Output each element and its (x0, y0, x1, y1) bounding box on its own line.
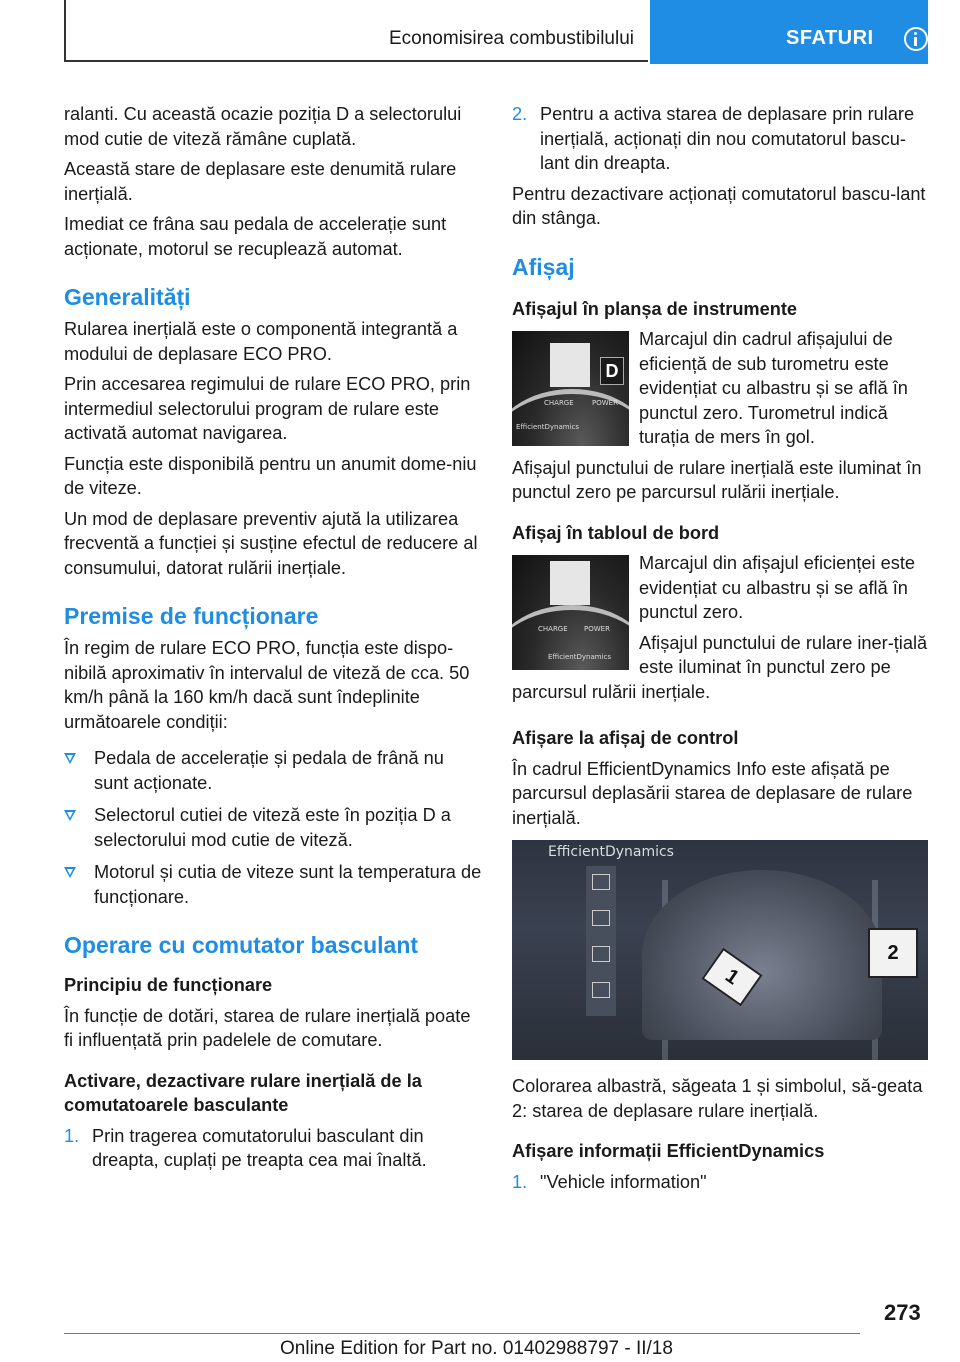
screen-title: EfficientDynamics (548, 844, 674, 860)
paragraph: În cadrul EfficientDynamics Info este afișată pe parcursul deplasării starea de deplasare de rulare inerțială. (512, 758, 913, 828)
charge-label: CHARGE (544, 399, 574, 407)
numbered-step (64, 1124, 482, 1173)
header-title-box (64, 0, 648, 62)
triangle-bullet-icon (64, 810, 76, 821)
bullet-item (64, 803, 482, 852)
subheading-info: Afișare informații EfficientDynamics (512, 1141, 825, 1161)
callout-2: 2 (868, 928, 918, 978)
bullet-text: Selectorul cutiei de viteză este în poziția D a selectorului mod cutie de viteză. (94, 805, 451, 850)
paragraph: Colorarea albastră, săgeata 1 și simbolul, să-geata 2: starea de deplasare rulare inerțială. (512, 1076, 923, 1121)
step-text: "Vehicle information" (540, 1171, 707, 1192)
paragraph: În regim de rulare ECO PRO, funcția este dispo-nibilă aproximativ în intervalul de viteză de cca. 50 km/h până la 160 km/h dacă sunt îndeplinite următoarele condiții: (64, 638, 470, 732)
paragraph: ralanti. Cu această ocazie poziția D a selectorului mod cutie de viteză rămâne cuplată. (64, 104, 462, 149)
car-image (642, 870, 882, 1040)
section-tag (650, 0, 928, 64)
brand-label: EfficientDynamics (548, 653, 611, 661)
charge-label: CHARGE (538, 625, 568, 633)
triangle-bullet-icon (64, 753, 76, 764)
step-number: 1. (64, 1125, 80, 1146)
efficientdynamics-screen (512, 840, 928, 1060)
section-heading-afisaj: Afișaj (512, 253, 575, 280)
footer-edition: Online Edition for Part no. 01402988797 - II/18 (280, 1338, 673, 1359)
paragraph: Marcajul din cadrul afișajului de eficiență de sub turometru este evidențiat cu albastru și se află în punctul zero. Turometrul indică turația de mers în gol. (639, 329, 908, 447)
subheading-tablou: Afișaj în tabloul de bord (512, 522, 720, 543)
dashboard-image (512, 555, 629, 670)
subheading-control: Afișare la afișaj de control (512, 728, 739, 748)
paragraph: Prin accesarea regimului de rulare ECO PRO, prin intermediul selectorului program de rulare este activată automat navigarea. (64, 374, 471, 443)
paragraph: În funcție de dotări, starea de rulare inerțială poate fi influențată prin padelele de comutare. (64, 1005, 471, 1050)
triangle-bullet-icon (64, 867, 76, 878)
paragraph: Afișajul punctului de rulare iner-țială este iluminat în punctul zero pe parcursul rulării inerțiale. (512, 632, 928, 702)
tool-icon (592, 910, 610, 926)
info-icon (904, 27, 928, 51)
step-text: Prin tragerea comutatorului basculant din dreapta, cuplați pe treapta cea mai înaltă. (92, 1125, 427, 1170)
subheading-plansa: Afișajul în planșa de instrumente (512, 298, 797, 319)
subheading-principiu: Principiu de funcționare (64, 975, 273, 995)
paragraph: Pentru dezactivare acționați comutatorul bascu-lant din stânga. (512, 183, 926, 228)
instrument-panel-image (512, 331, 629, 446)
paragraph: Un mod de deplasare preventiv ajută la utilizarea frecventă a funcției și susține efectul de reducere al consumului, datorat rulării inerțiale. (64, 508, 478, 578)
power-label: POWER (592, 399, 618, 407)
paragraph: Imediat ce frâna sau pedala de accelerație sunt acționate, motorul se recuplează automat. (64, 214, 447, 259)
paragraph: Funcția este disponibilă pentru un anumit dome-niu de viteze. (64, 453, 477, 498)
step-number: 1. (512, 1171, 528, 1192)
screen-menu (586, 866, 616, 1016)
paragraph: Afișajul punctului de rulare inerțială este iluminat în punctul zero pe parcursul rulării inerțiale. (512, 457, 922, 502)
paragraph: Marcajul din afișajul eficienței este evidențiat cu albastru și se află în punctul zero. (639, 553, 915, 622)
info-list-icon (592, 982, 610, 998)
step-number: 2. (512, 104, 528, 124)
bullet-item (64, 860, 482, 909)
section-heading-operare: Operare cu comutator basculant (64, 932, 419, 958)
step-text: Pentru a activa starea de deplasare prin rulare inerțială, acționați din nou comutatorul bascu-lant din dreapta. (540, 104, 915, 173)
bullet-text: Motorul și cutia de viteze sunt la temperatura de funcționare. (94, 862, 482, 907)
left-column (64, 102, 482, 1179)
chapter-title: Economisirea combustibilului (389, 28, 634, 49)
page-header (64, 0, 928, 64)
arrow-down-icon (550, 343, 590, 387)
brand-label: EfficientDynamics (516, 423, 579, 431)
bullet-item (64, 746, 482, 795)
paragraph: Rularea inerțială este o componentă integrantă a modului de deplasare ECO PRO. (64, 319, 458, 364)
gear-indicator: D (600, 357, 624, 385)
power-label: POWER (584, 625, 610, 633)
footer-divider (64, 1333, 860, 1334)
arrow-down-icon (550, 561, 590, 605)
efficiency-dial (512, 389, 629, 446)
paragraph: Această stare de deplasare este denumită rulare inerțială. (64, 159, 457, 204)
section-heading-generalitati: Generalități (64, 284, 191, 310)
gear-shift-icon (592, 946, 610, 962)
instrument-panel-block (512, 327, 930, 456)
section-tag-label: SFATURI (786, 27, 874, 49)
right-column (512, 102, 930, 1200)
bar-chart-icon (592, 874, 610, 890)
callout-1: 1 (701, 948, 762, 1007)
dashboard-block (512, 551, 930, 710)
subheading-activare: Activare, dezactivare rulare inerțială de la comutatoarele basculante (64, 1070, 422, 1115)
section-heading-premise: Premise de funcționare (64, 603, 319, 629)
bullet-text: Pedala de accelerație și pedala de frână nu sunt acționate. (94, 748, 444, 793)
numbered-step (512, 102, 930, 176)
page-number: 273 (884, 1300, 921, 1325)
numbered-step (512, 1170, 930, 1195)
